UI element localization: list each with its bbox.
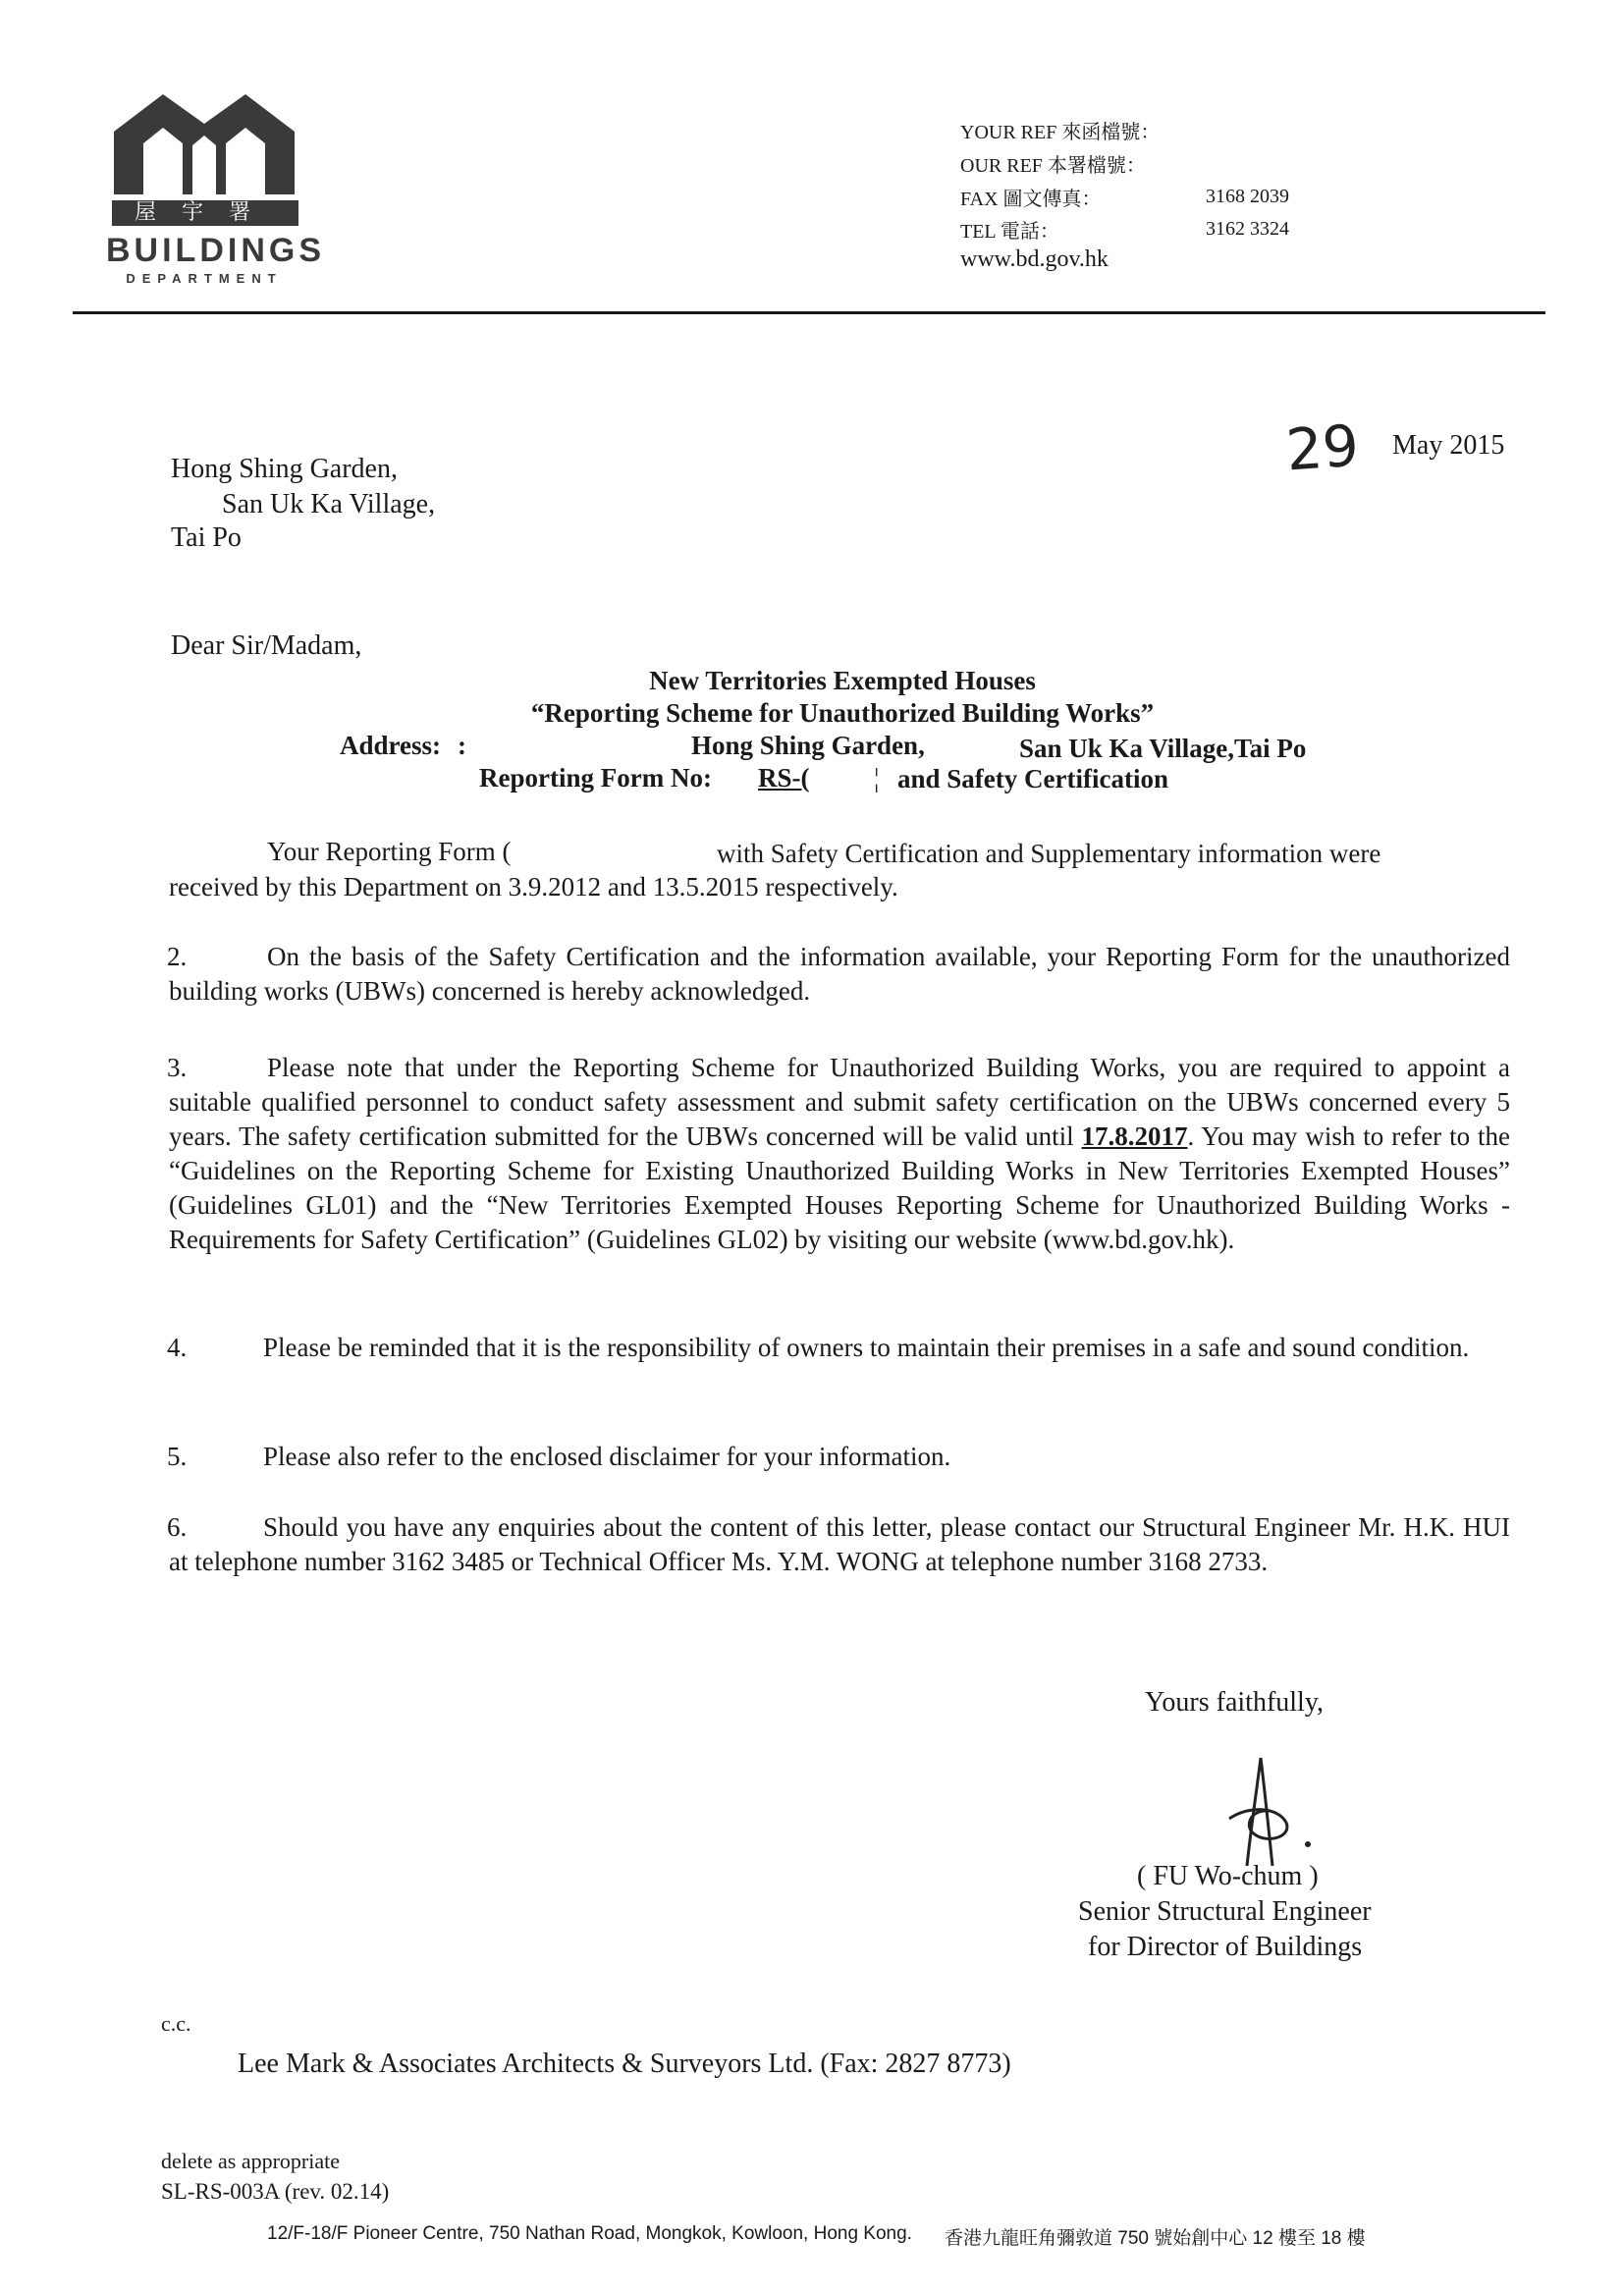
logo-english-name: BUILDINGS	[106, 232, 325, 269]
paragraph-1-middle: with Safety Certification and Supplementary information were	[717, 839, 1381, 868]
subject-address-village: San Uk Ka Village,Tai Po	[1019, 734, 1307, 763]
cc-label: c.c.	[161, 2011, 191, 2036]
paragraph-4-number: 4.	[167, 1333, 188, 1362]
letterhead-divider	[73, 311, 1545, 314]
recipient-line-2: San Uk Ka Village,	[222, 489, 436, 519]
paragraph-5: Please also refer to the enclosed disclaimer for your information.	[263, 1442, 951, 1471]
subject-line-1: New Territories Exempted Houses	[649, 666, 1036, 695]
paragraph-5-number: 5.	[167, 1442, 188, 1471]
fax-value: 3168 2039	[1206, 186, 1289, 207]
our-ref-label: OUR REF 本署檔號：	[960, 155, 1146, 177]
paragraph-1-end: received by this Department on 3.9.2012 and 13.5.2015 respectively.	[169, 872, 898, 902]
paragraph-3-text-a: Please note that under the Reporting Scheme for Unauthorized Building Works, you are required to appoint a suitable qualified personnel to conduct safety assessment and submit safety certification on the UBWs concerned every 5 years. The safety certification submitted for the UBWs concerned will be valid until	[169, 1053, 1510, 1151]
salutation: Dear Sir/Madam,	[171, 630, 362, 661]
buildings-department-logo	[106, 84, 325, 296]
signatory-on-behalf: for Director of Buildings	[1088, 1932, 1363, 1962]
form-code: SL-RS-003A (rev. 02.14)	[161, 2179, 390, 2204]
house-logo-icon	[106, 84, 302, 197]
logo-english-subname: DEPARTMENT	[126, 271, 283, 286]
subject-form-bracket: ¦	[874, 763, 880, 793]
footer-address-english: 12/F-18/F Pioneer Centre, 750 Nathan Road, Mongkok, Kowloon, Hong Kong.	[267, 2223, 912, 2244]
signature-icon	[1200, 1750, 1318, 1878]
paragraph-3	[169, 1051, 1510, 1257]
fax-label: FAX 圖文傳真：	[960, 189, 1102, 210]
logo-chinese-name: 屋宇署	[112, 200, 298, 226]
recipient-line-3: Tai Po	[171, 522, 242, 553]
paragraph-6: Should you have any enquiries about the content of this letter, please contact our Structural Engineer Mr. H.K. HUI at telephone number 3162 3485 or Technical Officer Ms. Y.M. WONG at telephone number 3168 2733.	[169, 1512, 1510, 1576]
tel-value: 3162 3324	[1206, 218, 1289, 240]
signatory-title: Senior Structural Engineer	[1078, 1896, 1372, 1927]
subject-address-label: Address:	[340, 731, 442, 760]
website: www.bd.gov.hk	[960, 246, 1109, 272]
paragraph-3-text-b: . You may wish to refer to the “Guidelines on the Reporting Scheme for Existing Unauthorized Building Works in New Territories Exempted Houses” (Guidelines GL01) and the “New Territories Exempted Houses Reporting Scheme for Unauthorized Building Works - Requirements for Safety Certification” (Guidelines GL02) by visiting our website (www.bd.gov.hk).	[169, 1121, 1511, 1254]
footer-address-chinese: 香港九龍旺角彌敦道 750 號始創中心 12 樓至 18 樓	[945, 2228, 1366, 2249]
letter-date: May 2015	[1392, 430, 1505, 461]
tel-label: TEL 電話：	[960, 221, 1059, 243]
your-ref-label: YOUR REF 來函檔號：	[960, 122, 1161, 143]
signatory-name: ( FU Wo-chum )	[1137, 1861, 1319, 1891]
subject-line-2: “Reporting Scheme for Unauthorized Building Works”	[530, 698, 1155, 728]
subject-form-number: RS-(	[758, 763, 810, 793]
subject-address-estate: Hong Shing Garden,	[691, 731, 925, 760]
valid-until-date: 17.8.2017	[1081, 1121, 1188, 1151]
paragraph-1-start: Your Reporting Form (	[267, 837, 512, 866]
paragraph-3-number: 3.	[167, 1053, 188, 1082]
cc-entry: Lee Mark & Associates Architects & Surveyors Ltd. (Fax: 2827 8773)	[238, 2049, 1011, 2079]
handwritten-day: 29	[1283, 411, 1362, 484]
paragraph-2-number: 2.	[167, 942, 188, 971]
recipient-line-1: Hong Shing Garden,	[171, 454, 398, 484]
paragraph-6-number: 6.	[167, 1512, 188, 1542]
paragraph-2: On the basis of the Safety Certification and the information available, your Reporting Form for the unauthorized building works (UBWs) concerned is hereby acknowledged.	[169, 942, 1510, 1006]
subject-form-suffix: and Safety Certification	[897, 764, 1168, 793]
closing-yours-faithfully: Yours faithfully,	[1145, 1687, 1325, 1718]
subject-address-prefix: :	[458, 731, 466, 760]
subject-form-label: Reporting Form No:	[479, 763, 712, 793]
paragraph-4: Please be reminded that it is the responsibility of owners to maintain their premises in a safe and sound condition.	[263, 1333, 1470, 1362]
delete-as-appropriate-note: delete as appropriate	[161, 2149, 341, 2173]
